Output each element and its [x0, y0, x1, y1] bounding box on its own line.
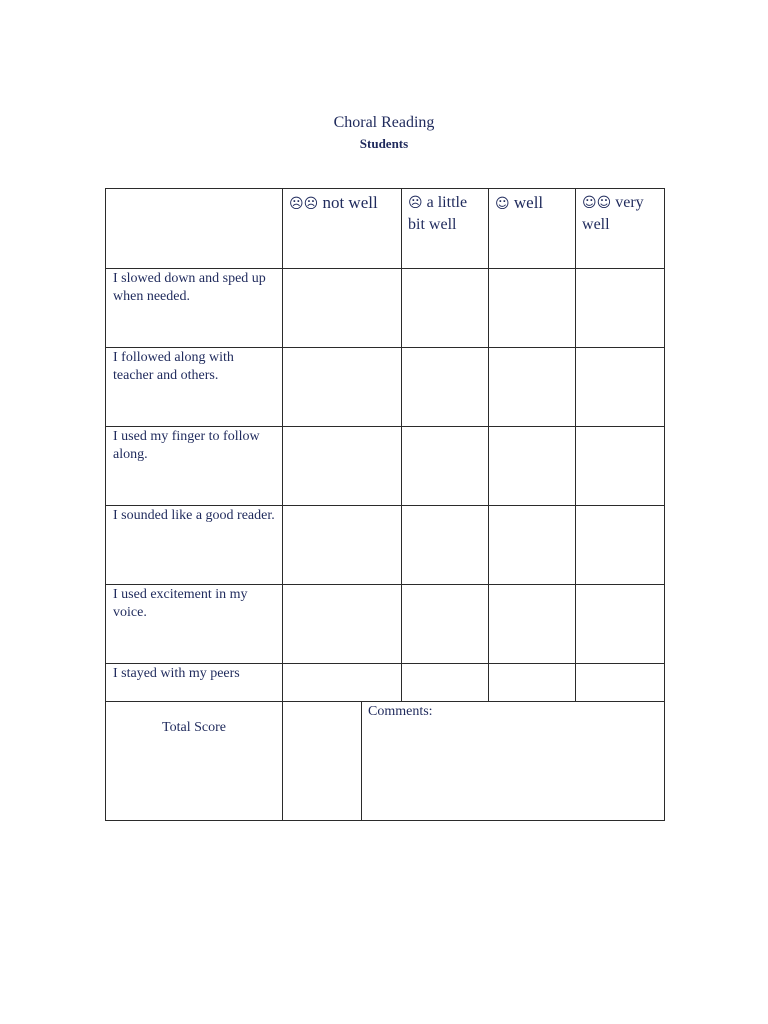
- total-score-box[interactable]: [283, 702, 362, 821]
- criterion-cell: I slowed down and sped up when needed.: [106, 269, 283, 348]
- score-cell-well[interactable]: [489, 269, 576, 348]
- total-score-label: Total Score: [162, 720, 226, 735]
- score-cell-not-well[interactable]: [283, 664, 402, 702]
- score-cell-a-little-bit-well[interactable]: [402, 427, 489, 506]
- header-label: very well: [582, 194, 644, 233]
- criterion-cell: I sounded like a good reader.: [106, 506, 283, 585]
- header-a-little-bit-well: [402, 189, 489, 269]
- two-smiley-faces-icon: ☺☺: [582, 195, 612, 211]
- table-row: [106, 664, 665, 702]
- score-cell-well[interactable]: [489, 585, 576, 664]
- score-cell-well[interactable]: [489, 664, 576, 702]
- score-cell-well[interactable]: [489, 506, 576, 585]
- smiley-face-icon: ☺: [495, 196, 510, 212]
- score-cell-very-well[interactable]: [576, 506, 665, 585]
- table-row: [106, 348, 665, 427]
- criterion-cell: I used excitement in my voice.: [106, 585, 283, 664]
- score-cell-not-well[interactable]: [283, 269, 402, 348]
- score-cell-very-well[interactable]: [576, 664, 665, 702]
- score-cell-not-well[interactable]: [283, 506, 402, 585]
- score-cell-very-well[interactable]: [576, 427, 665, 506]
- comments-label: Comments:: [368, 704, 433, 719]
- criterion-cell: I used my finger to follow along.: [106, 427, 283, 506]
- table-row: [106, 506, 665, 585]
- score-cell-very-well[interactable]: [576, 585, 665, 664]
- header-label: well: [509, 193, 544, 212]
- total-score-label-cell: [106, 702, 283, 821]
- criterion-cell: I stayed with my peers: [106, 664, 283, 702]
- header-label: not well: [318, 193, 378, 212]
- score-cell-not-well[interactable]: [283, 348, 402, 427]
- total-row: [106, 702, 665, 821]
- score-cell-a-little-bit-well[interactable]: [402, 506, 489, 585]
- rubric-table: [105, 188, 665, 821]
- score-cell-very-well[interactable]: [576, 348, 665, 427]
- page-subtitle: Students: [359, 136, 409, 151]
- header-row: [106, 189, 665, 269]
- header-empty-cell: [106, 189, 283, 269]
- score-cell-well[interactable]: [489, 348, 576, 427]
- criterion-cell: I followed along with teacher and others.: [106, 348, 283, 427]
- header-well: [489, 189, 576, 269]
- score-cell-a-little-bit-well[interactable]: [402, 585, 489, 664]
- score-cell-not-well[interactable]: [283, 427, 402, 506]
- table-row: [106, 269, 665, 348]
- sad-face-icon: ☹: [408, 195, 423, 211]
- score-cell-a-little-bit-well[interactable]: [402, 269, 489, 348]
- page-title: Choral Reading: [333, 114, 435, 131]
- header-not-well: [283, 189, 402, 269]
- header-label: a little bit well: [408, 194, 468, 233]
- score-cell-very-well[interactable]: [576, 269, 665, 348]
- header-very-well: [576, 189, 665, 269]
- score-cell-well[interactable]: [489, 427, 576, 506]
- score-cell-a-little-bit-well[interactable]: [402, 664, 489, 702]
- two-sad-faces-icon: ☹☹: [289, 196, 319, 212]
- table-row: [106, 427, 665, 506]
- score-cell-not-well[interactable]: [283, 585, 402, 664]
- comments-box[interactable]: [362, 702, 665, 821]
- score-cell-a-little-bit-well[interactable]: [402, 348, 489, 427]
- table-row: [106, 585, 665, 664]
